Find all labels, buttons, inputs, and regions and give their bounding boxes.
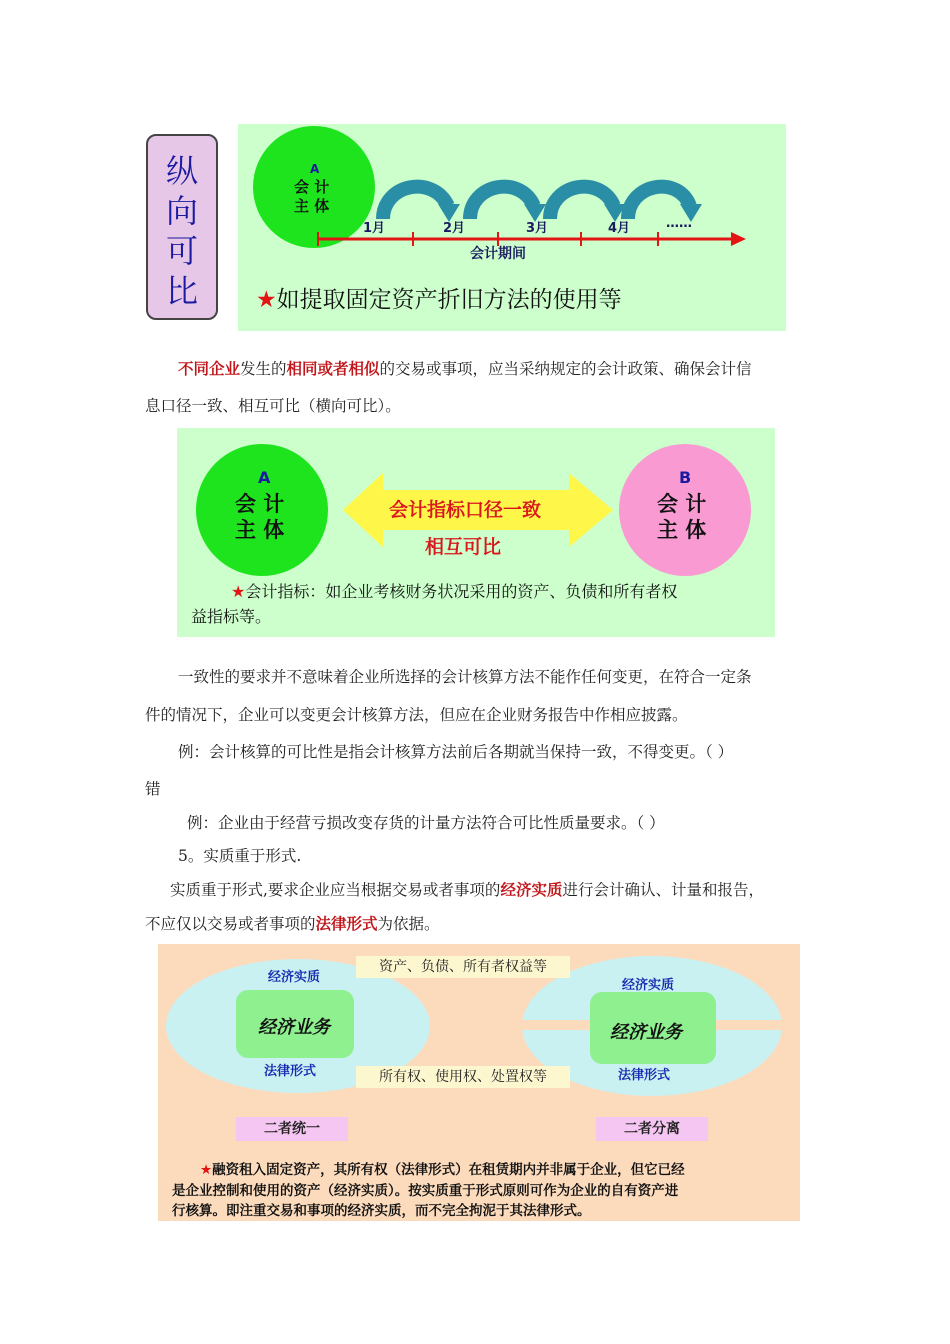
- entity-letter: A: [310, 162, 320, 176]
- right-business-label: 经济业务: [610, 1022, 682, 1043]
- emphasis: 经济实质: [500, 880, 563, 899]
- separated-box: 二者分离: [596, 1117, 708, 1141]
- paragraph-horizontal-1: [178, 359, 752, 379]
- entity-a-letter: A: [258, 468, 271, 487]
- paragraph-horizontal-2: 息口径一致、相互可比（横向可比）。: [145, 397, 401, 415]
- entity-a-line2: 主 体: [235, 518, 285, 542]
- example-2: 例：企业由于经营亏损改变存货的计量方法符合可比性质量要求。（ ）: [187, 814, 665, 832]
- text-run: 实质重于形式,要求企业应当根据交易或者事项的: [170, 881, 501, 899]
- unified-box: 二者统一: [236, 1117, 348, 1141]
- fig1-note: [256, 281, 622, 314]
- text-run: 发生的: [240, 360, 287, 378]
- star-icon: ★: [256, 287, 277, 313]
- example-1-answer: 错: [145, 780, 161, 798]
- month-label: 3月: [526, 221, 549, 236]
- substance-over-form-diagram: [158, 944, 800, 1221]
- fig2-note-line2: 益指标等。: [191, 607, 272, 626]
- entity-b-line1: 会 计: [657, 492, 707, 516]
- note-text: 会计指标：如企业考核财务状况采用的资产、负债和所有者权: [245, 582, 678, 601]
- star-icon: ★: [231, 582, 246, 601]
- month-label: 1月: [363, 221, 386, 236]
- emphasis: 相同或者相似: [286, 359, 380, 378]
- vertical-comparability-label: [146, 134, 218, 320]
- mutually-comparable: 相互可比: [425, 536, 502, 558]
- entity-line2: 主 体: [294, 197, 330, 215]
- horizontal-comparability-diagram: [177, 428, 775, 637]
- fig3-note-line3: 行核算。即注重交易和事项的经济实质，而不完全拘泥于其法律形式。: [172, 1203, 591, 1219]
- fig3-note-line1: [200, 1158, 685, 1178]
- emphasis: 法律形式: [315, 914, 378, 933]
- left-substance-label: 经济实质: [268, 970, 321, 985]
- star-icon: ★: [200, 1162, 213, 1178]
- entity-b-letter: B: [679, 468, 692, 487]
- label-char: 可: [165, 232, 198, 270]
- paragraph-consistency-1: 一致性的要求并不意味着企业所选择的会计核算方法不能作任何变更，在符合一定条: [178, 668, 752, 686]
- month-label: 4月: [608, 221, 631, 236]
- month-label: 2月: [443, 221, 466, 236]
- emphasis: 不同企业: [178, 359, 241, 378]
- example-1: 例：会计核算的可比性是指会计核算方法前后各期就当保持一致，不得变更。（ ）: [178, 743, 734, 761]
- substance-paragraph-1: [170, 880, 764, 900]
- left-legal-form-label: 法律形式: [264, 1064, 317, 1079]
- label-char: 比: [165, 272, 198, 310]
- accounting-period-diagram: [238, 124, 786, 331]
- label-char: 向: [165, 192, 198, 230]
- arrow-text: 会计指标口径一致: [389, 499, 542, 521]
- entity-a-line1: 会 计: [235, 492, 285, 516]
- axis-label: 会计期间: [470, 246, 526, 262]
- fig1-note-text: 如提取固定资产折旧方法的使用等: [276, 287, 622, 313]
- text-run: 进行会计确认、计量和报告，: [562, 881, 764, 899]
- text-run: 的交易或事项，应当采纳规定的会计政策、确保会计信: [379, 360, 752, 378]
- section-5-heading: 5。实质重于形式.: [178, 847, 302, 865]
- right-legal-form-label: 法律形式: [618, 1068, 671, 1083]
- entity-b-line2: 主 体: [657, 518, 707, 542]
- note-text: 融资租入固定资产，其所有权（法律形式）在租赁期内并非属于企业，但它已经: [212, 1162, 685, 1178]
- left-business-label: 经济业务: [258, 1017, 330, 1038]
- label-char: 纵: [165, 152, 198, 190]
- fig2-note-line1: [231, 579, 677, 602]
- substance-paragraph-2: [145, 914, 440, 934]
- paragraph-consistency-2: 件的情况下，企业可以变更会计核算方法，但应在企业财务报告中作相应披露。: [145, 706, 688, 724]
- timeline-arrowhead: [731, 232, 746, 246]
- legal-items-tag: 所有权、使用权、处置权等: [356, 1066, 570, 1088]
- ellipsis: ……: [666, 216, 692, 231]
- substance-items-tag: 资产、负债、所有者权益等: [356, 956, 570, 978]
- right-substance-label: 经济实质: [622, 978, 675, 993]
- text-run: 不应仅以交易或者事项的: [145, 915, 316, 933]
- text-run: 为依据。: [377, 915, 440, 933]
- entity-line1: 会 计: [294, 178, 330, 196]
- fig3-note-line2: 是企业控制和使用的资产（经济实质）。按实质重于形式原则可作为企业的自有资产进: [172, 1183, 679, 1199]
